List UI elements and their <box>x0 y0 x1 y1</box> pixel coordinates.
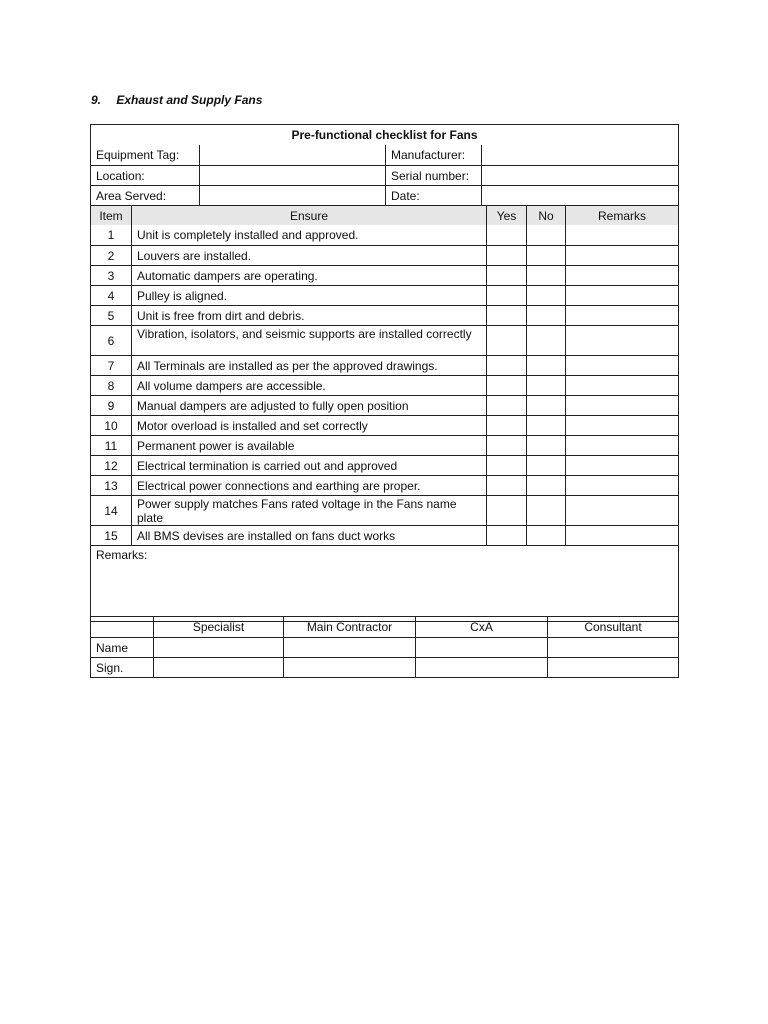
col-ensure-header: Ensure <box>131 206 486 225</box>
item-remarks-field[interactable] <box>565 476 678 495</box>
item-remarks-field[interactable] <box>565 246 678 265</box>
info-row <box>91 145 678 165</box>
col-no-header: No <box>526 206 565 225</box>
yes-checkbox[interactable] <box>486 266 526 285</box>
item-number: 7 <box>107 358 115 373</box>
yes-checkbox[interactable] <box>486 456 526 475</box>
signoff-column-header: Consultant <box>547 617 678 637</box>
section-heading <box>91 93 262 107</box>
checklist-row <box>91 415 678 435</box>
info-value-field[interactable] <box>199 186 385 205</box>
yes-checkbox[interactable] <box>486 286 526 305</box>
item-remarks-field[interactable] <box>565 266 678 285</box>
signoff-column-header: Main Contractor <box>283 617 415 637</box>
checklist-row <box>91 495 678 525</box>
no-checkbox[interactable] <box>526 356 565 375</box>
signoff-entry-field[interactable] <box>415 658 547 677</box>
checklist-row <box>91 305 678 325</box>
info-label: Manufacturer: <box>385 145 481 165</box>
item-number: 10 <box>104 418 118 433</box>
yes-checkbox[interactable] <box>486 376 526 395</box>
no-checkbox[interactable] <box>526 246 565 265</box>
column-header-row <box>91 205 678 225</box>
item-number: 5 <box>107 308 115 323</box>
item-description: Power supply matches Fans rated voltage in the Fans name plate <box>131 496 486 525</box>
item-number: 13 <box>104 478 118 493</box>
signoff-row <box>91 657 678 677</box>
item-description: Electrical power connections and earthing are proper. <box>131 476 486 495</box>
remarks-field[interactable]: Remarks: <box>96 548 148 562</box>
item-number: 12 <box>104 458 118 473</box>
item-number: 15 <box>104 528 118 543</box>
no-checkbox[interactable] <box>526 326 565 355</box>
no-checkbox[interactable] <box>526 286 565 305</box>
item-description: Louvers are installed. <box>131 246 486 265</box>
signoff-column-header: Specialist <box>153 617 283 637</box>
info-label: Location: <box>96 168 145 183</box>
section-number: 9. <box>91 93 102 107</box>
item-description: All volume dampers are accessible. <box>131 376 486 395</box>
item-remarks-field[interactable] <box>565 396 678 415</box>
item-remarks-field[interactable] <box>565 416 678 435</box>
item-number: 2 <box>107 248 115 263</box>
item-number: 3 <box>107 268 115 283</box>
no-checkbox[interactable] <box>526 496 565 525</box>
checklist-row <box>91 245 678 265</box>
info-label: Equipment Tag: <box>96 148 180 162</box>
item-description: Unit is completely installed and approved. <box>131 225 486 245</box>
no-checkbox[interactable] <box>526 436 565 455</box>
signoff-row <box>91 637 678 657</box>
checklist-row <box>91 265 678 285</box>
checklist-title-row <box>91 125 678 145</box>
item-remarks-field[interactable] <box>565 456 678 475</box>
info-value-field[interactable] <box>481 166 678 185</box>
no-checkbox[interactable] <box>526 396 565 415</box>
remarks-row <box>91 545 678 621</box>
section-title: Exhaust and Supply Fans <box>116 93 263 107</box>
yes-checkbox[interactable] <box>486 225 526 245</box>
info-label: Date: <box>385 186 481 205</box>
item-remarks-field[interactable] <box>565 225 678 245</box>
col-remarks-header: Remarks <box>565 206 678 225</box>
yes-checkbox[interactable] <box>486 326 526 355</box>
checklist-row <box>91 375 678 395</box>
signoff-row-label: Name <box>96 640 129 655</box>
signoff-table <box>90 616 679 678</box>
item-description: Permanent power is available <box>131 436 486 455</box>
item-description: All BMS devises are installed on fans duct works <box>131 526 486 545</box>
no-checkbox[interactable] <box>526 266 565 285</box>
info-value-field[interactable] <box>481 186 678 205</box>
yes-checkbox[interactable] <box>486 306 526 325</box>
col-yes-header: Yes <box>486 206 526 225</box>
no-checkbox[interactable] <box>526 476 565 495</box>
checklist-title: Pre-functional checklist for Fans <box>291 128 478 142</box>
signoff-column-header <box>91 617 153 637</box>
yes-checkbox[interactable] <box>486 476 526 495</box>
signoff-entry-field[interactable] <box>415 638 547 657</box>
yes-checkbox[interactable] <box>486 396 526 415</box>
item-number: 9 <box>107 398 115 413</box>
no-checkbox[interactable] <box>526 376 565 395</box>
yes-checkbox[interactable] <box>486 356 526 375</box>
item-remarks-field[interactable] <box>565 526 678 545</box>
info-value-field[interactable] <box>199 166 385 185</box>
item-description: Electrical termination is carried out and approved <box>131 456 486 475</box>
item-remarks-field[interactable] <box>565 356 678 375</box>
signoff-header-row <box>91 617 678 637</box>
item-description: Unit is free from dirt and debris. <box>131 306 486 325</box>
no-checkbox[interactable] <box>526 416 565 435</box>
signoff-column-header: CxA <box>415 617 547 637</box>
signoff-entry-field[interactable] <box>153 638 283 657</box>
item-remarks-field[interactable] <box>565 286 678 305</box>
item-number: 4 <box>107 288 115 303</box>
signoff-entry-field[interactable] <box>547 638 678 657</box>
checklist-table <box>90 124 679 622</box>
yes-checkbox[interactable] <box>486 526 526 545</box>
yes-checkbox[interactable] <box>486 436 526 455</box>
yes-checkbox[interactable] <box>486 416 526 435</box>
item-description: Manual dampers are adjusted to fully open position <box>131 396 486 415</box>
no-checkbox[interactable] <box>526 456 565 475</box>
no-checkbox[interactable] <box>526 306 565 325</box>
yes-checkbox[interactable] <box>486 496 526 525</box>
no-checkbox[interactable] <box>526 225 565 245</box>
item-description: All Terminals are installed as per the approved drawings. <box>131 356 486 375</box>
col-item-header: Item <box>91 206 131 225</box>
checklist-row <box>91 285 678 305</box>
item-remarks-field[interactable] <box>565 496 678 525</box>
item-number: 6 <box>107 333 115 348</box>
item-description: Pulley is aligned. <box>131 286 486 305</box>
no-checkbox[interactable] <box>526 526 565 545</box>
checklist-row <box>91 435 678 455</box>
item-number: 11 <box>104 438 118 453</box>
info-label: Serial number: <box>385 166 481 185</box>
checklist-row <box>91 225 678 245</box>
checklist-row <box>91 475 678 495</box>
yes-checkbox[interactable] <box>486 246 526 265</box>
item-remarks-field[interactable] <box>565 436 678 455</box>
info-label: Area Served: <box>96 188 167 203</box>
info-value-field[interactable] <box>481 145 678 165</box>
item-number: 14 <box>104 503 118 518</box>
item-remarks-field[interactable] <box>565 376 678 395</box>
signoff-entry-field[interactable] <box>153 658 283 677</box>
signoff-entry-field[interactable] <box>283 658 415 677</box>
info-row <box>91 165 678 185</box>
item-description: Automatic dampers are operating. <box>131 266 486 285</box>
signoff-entry-field[interactable] <box>547 658 678 677</box>
checklist-row <box>91 355 678 375</box>
item-description: Vibration, isolators, and seismic supports are installed correctly <box>131 326 486 355</box>
item-remarks-field[interactable] <box>565 306 678 325</box>
item-number: 1 <box>107 228 115 242</box>
checklist-row <box>91 325 678 355</box>
signoff-row-label: Sign. <box>96 660 124 675</box>
item-remarks-field[interactable] <box>565 326 678 355</box>
item-description: Motor overload is installed and set correctly <box>131 416 486 435</box>
item-number: 8 <box>107 378 115 393</box>
checklist-row <box>91 395 678 415</box>
checklist-row <box>91 455 678 475</box>
info-row <box>91 185 678 205</box>
checklist-row <box>91 525 678 545</box>
info-value-field[interactable] <box>199 145 385 165</box>
signoff-entry-field[interactable] <box>283 638 415 657</box>
